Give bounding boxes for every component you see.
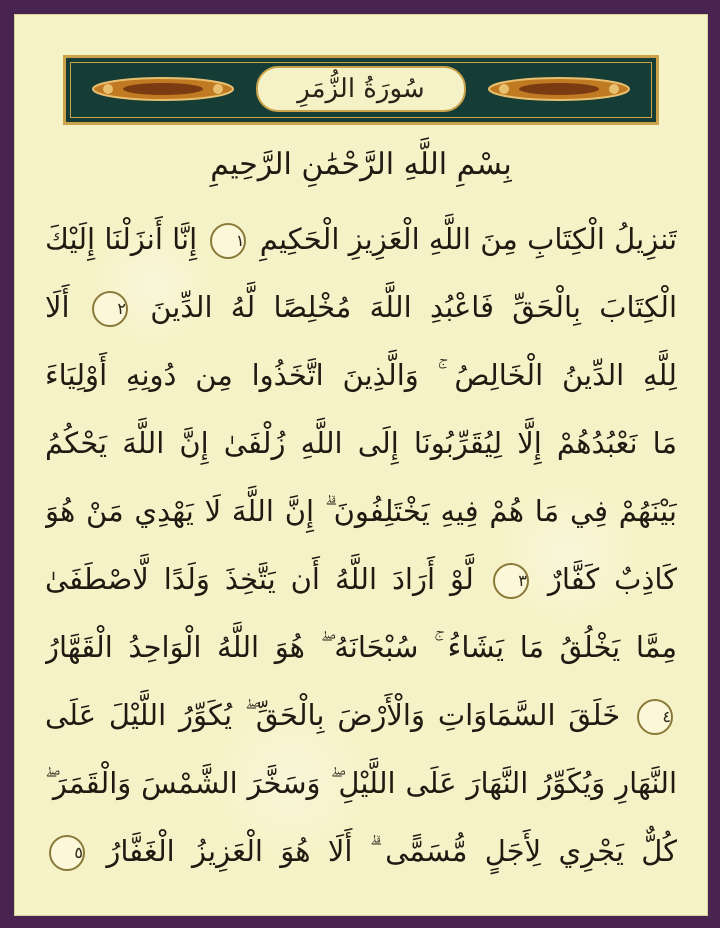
ayah-marker: ١ bbox=[210, 223, 246, 259]
verse-line-6 bbox=[45, 545, 677, 613]
verse-line-2 bbox=[45, 273, 677, 341]
verse-text: الْكِتَابَ بِالْحَقِّ فَاعْبُدِ اللَّهَ مُخْلِصًا لَّهُ الدِّينَ bbox=[150, 290, 677, 324]
ornament-left-icon bbox=[88, 74, 238, 104]
ayah-marker: ٢ bbox=[92, 291, 128, 327]
ayah-marker: ٥ bbox=[49, 835, 85, 871]
verse-text: لَّوْ أَرَادَ اللَّهُ أَن يَتَّخِذَ وَلَدًا لَّاصْطَفَىٰ bbox=[45, 562, 474, 596]
basmala: بِسْمِ اللَّهِ الرَّحْمَٰنِ الرَّحِيمِ bbox=[210, 147, 512, 182]
verse-text: تَنزِيلُ الْكِتَابِ مِنَ اللَّهِ الْعَزِيزِ الْحَكِيمِ bbox=[259, 222, 677, 256]
verse-text: لِلَّهِ الدِّينُ الْخَالِصُ ۚ وَالَّذِينَ اتَّخَذُوا مِن دُونِهِ أَوْلِيَاءَ bbox=[45, 358, 677, 392]
verse-line-9 bbox=[45, 749, 677, 817]
verse-text: كُلٌّ يَجْرِي لِأَجَلٍ مُّسَمًّى ۗ أَلَا هُوَ الْعَزِيزُ الْغَفَّارُ bbox=[106, 834, 677, 868]
verse-line-3 bbox=[45, 341, 677, 409]
surah-title: سُورَةُ الزُّمَرِ bbox=[297, 74, 425, 104]
verse-text: أَلَا bbox=[45, 290, 70, 324]
verse-line-7 bbox=[45, 613, 677, 681]
verse-text: مَا نَعْبُدُهُمْ إِلَّا لِيُقَرِّبُونَا إِلَى اللَّهِ زُلْفَىٰ إِنَّ اللَّهَ يَحْكُمُ bbox=[45, 426, 677, 460]
surah-header bbox=[63, 55, 659, 125]
ayah-marker: ٣ bbox=[493, 563, 529, 599]
surah-title-cartouche bbox=[256, 66, 466, 112]
mushaf-page bbox=[14, 14, 708, 916]
ayah-marker: ٤ bbox=[637, 699, 673, 735]
verse-text: النَّهَارِ وَيُكَوِّرُ النَّهَارَ عَلَى اللَّيْلِ ۖ وَسَخَّرَ الشَّمْسَ وَالْقَمَرَ ۖ bbox=[45, 766, 677, 800]
verse-text: إِنَّا أَنزَلْنَا إِلَيْكَ bbox=[45, 222, 198, 256]
verse-line-10 bbox=[45, 817, 677, 885]
verse-text: مِمَّا يَخْلُقُ مَا يَشَاءُ ۚ سُبْحَانَهُ ۖ هُوَ اللَّهُ الْوَاحِدُ الْقَهَّارُ bbox=[45, 630, 677, 664]
verse-lines bbox=[45, 205, 677, 885]
verse-text: بَيْنَهُمْ فِي مَا هُمْ فِيهِ يَخْتَلِفُونَ ۗ إِنَّ اللَّهَ لَا يَهْدِي مَنْ هُوَ bbox=[45, 494, 677, 528]
verse-line-5 bbox=[45, 477, 677, 545]
verse-text: كَاذِبٌ كَفَّارٌ bbox=[547, 562, 677, 596]
ornament-right-icon bbox=[484, 74, 634, 104]
verse-line-1 bbox=[45, 205, 677, 273]
verse-line-8 bbox=[45, 681, 677, 749]
verse-line-4 bbox=[45, 409, 677, 477]
verse-text: خَلَقَ السَّمَاوَاتِ وَالْأَرْضَ بِالْحَقِّ ۖ يُكَوِّرُ اللَّيْلَ عَلَى bbox=[45, 698, 621, 732]
